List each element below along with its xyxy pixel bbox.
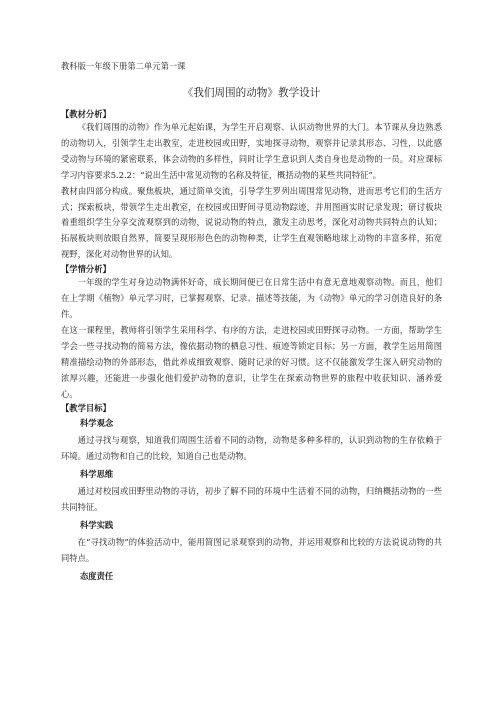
teaching-goals-heading: 【教学目标】 bbox=[61, 403, 111, 414]
learner-analysis-paragraph-2: 在这一课程里，教师将引领学生采用科学、有序的方法，走进校园或田野探寻动物。一方面，帮助学生学会一些寻找动物的简易方法，像依据动物的栖息习性、痕迹等锁定目标；另一方面，教学生运用简图精准描绘动物的外部形态，借此养成细致观察、随时记录的好习惯。这不仅能激发学生深入研究动物的浓厚兴趣，还能进一步强化他们爱护动物的意识，让学生在探索动物世界的旅程中收获知识、涵养爱心。 bbox=[61, 324, 442, 399]
science-practice-text: 在“寻找动物”的体验活动中，能用简图记录观察到的动物，并运用观察和比较的方法说说动物的共同特点。 bbox=[61, 537, 442, 563]
document-title: 《我们周围的动物》教学设计 bbox=[182, 87, 321, 99]
learner-analysis-heading: 【学情分析】 bbox=[61, 264, 111, 275]
course-header: 教科版一年级下册第二单元第一课 bbox=[61, 61, 186, 71]
science-concept-heading: 科学观念 bbox=[80, 418, 114, 429]
science-concept-text: 通过寻找与观察，知道我们周围生活着不同的动物，动物是多种多样的，认识到动物的生存依赖于环境。通过动物和自己的比较，知道自己也是动物。 bbox=[61, 435, 442, 462]
material-analysis-paragraph-1: 《我们周围的动物》作为单元起始课，为学生开启观察、认识动物世界的大门。本节课从身边熟悉的动物切入，引领学生走出教室，走进校园或田野，实地探寻动物，观察并记录其形态、习性，以此感受动物与环境的紧密联系，体会动物的多样性，同时让学生意识到人类自身也是动物的一员。对应课标学习内容要求5.2.2：“说出生活中常见动物的名称及特征，概括动物的某些共同特征”。 bbox=[61, 122, 442, 180]
attitude-responsibility-heading: 态度责任 bbox=[80, 570, 114, 581]
material-analysis-paragraph-2: 教材由四部分构成。聚焦板块，通过简单交流，引导学生罗列出周围常见动物，进而思考它们的生活方式；探索板块，带领学生走出教室，在校园或田野间寻觅动物踪迹，并用图画实时记录发现；研讨板块着重组织学生分享交流观察到的动物，说说动物的特点，激发主动思考，深化对动物共同特点的认知；拓展板块则放眼自然界，简要呈现形形色色的动物种类，让学生直观领略地球上动物的丰富多样，拓宽视野，深化对动物世界的认知。 bbox=[61, 185, 442, 260]
science-thinking-text: 通过对校园或田野里动物的寻访，初步了解不同的环境中生活着不同的动物，归纳概括动物的一些共同特征。 bbox=[61, 486, 442, 513]
science-thinking-heading: 科学思维 bbox=[80, 469, 114, 480]
material-analysis-heading: 【教材分析】 bbox=[61, 109, 111, 119]
learner-analysis-paragraph-1: 一年级的学生对身边动物满怀好奇，成长期间便已在日常生活中有意无意地观察动物。而且，他们在上学期《植物》单元学习时，已掌握观察、记录、描述等技能，为《动物》单元的学习创造良好的条件。 bbox=[61, 277, 442, 319]
science-practice-heading: 科学实践 bbox=[80, 520, 114, 531]
